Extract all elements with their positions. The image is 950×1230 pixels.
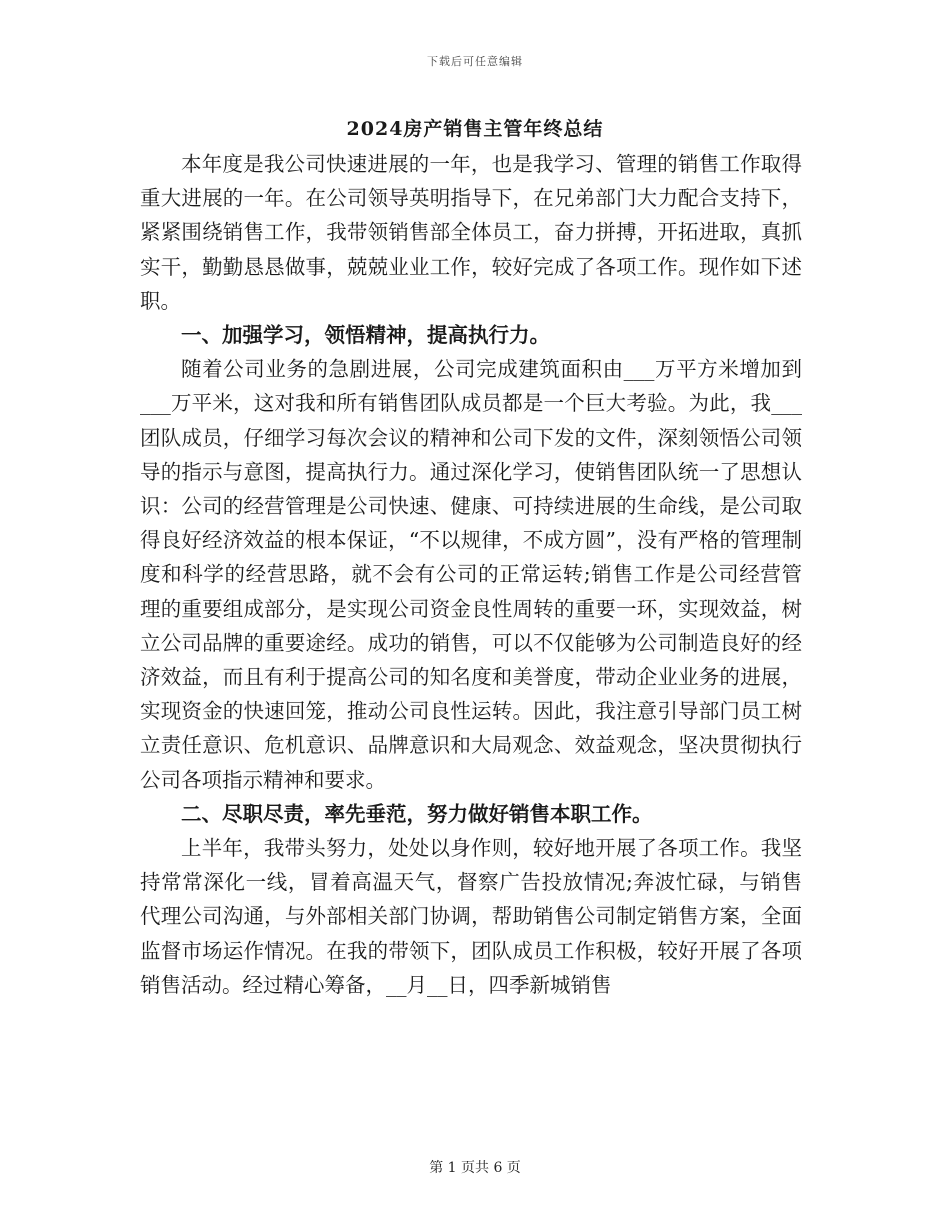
document-title: 2024房产销售主管年终总结 xyxy=(346,118,604,140)
header-note: 下载后可任意编辑 xyxy=(427,55,523,68)
section-2-heading: 二、尽职尽责，率先垂范，努力做好销售本职工作。 xyxy=(181,801,653,826)
page-footer: 第 1 页共 6 页 xyxy=(429,1160,521,1176)
intro-paragraph: 本年度是我公司快速进展的一年，也是我学习、管理的销售工作取得重大进展的一年。在公司领导英明指导下，在兄弟部门大力配合支持下，紧紧围绕销售工作，我带领销售部全体员工，奋力拼搏，开拓进取，真抓实干，勤勤恳恳做事，兢兢业业工作，较好完成了各项工作。现作如下述职。 xyxy=(140,152,802,313)
document-body xyxy=(140,147,802,1002)
section-1-paragraph: 随着公司业务的急剧进展，公司完成建筑面积由___万平方米增加到___万平米，这对我和所有销售团队成员都是一个巨大考验。为此，我___团队成员，仔细学习每次会议的精神和公司下发的文件，深刻领悟公司领导的指示与意图，提高执行力。通过深化学习，使销售团队统一了思想认识：公司的经营管理是公司快速、健康、可持续进展的生命线，是公司取得良好经济效益的根本保证，“不以规律，不成方圆”，没有严格的管理制度和科学的经营思路，就不会有公司的正常运转;销售工作是公司经营管理的重要组成部分，是实现公司资金良性周转的重要一环，实现效益，树立公司品牌的重要途经。成功的销售，可以不仅能够为公司制造良好的经济效益，而且有利于提高公司的知名度和美誉度，带动企业业务的进展，实现资金的快速回笼，推动公司良性运转。因此，我注意引导部门员工树立责任意识、危机意识、品牌意识和大局观念、效益观念，坚决贯彻执行公司各项指示精神和要求。 xyxy=(140,357,802,792)
section-2-paragraph: 上半年，我带头努力，处处以身作则，较好地开展了各项工作。我坚持常常深化一线，冒着高温天气，督察广告投放情况;奔波忙碌，与销售代理公司沟通，与外部相关部门协调，帮助销售公司制定销售方案，全面监督市场运作情况。在我的带领下，团队成员工作积极，较好开展了各项销售活动。经过精心筹备，__月__日，四季新城销售 xyxy=(140,836,802,997)
section-1-heading: 一、加强学习，领悟精神，提高执行力。 xyxy=(181,323,550,348)
